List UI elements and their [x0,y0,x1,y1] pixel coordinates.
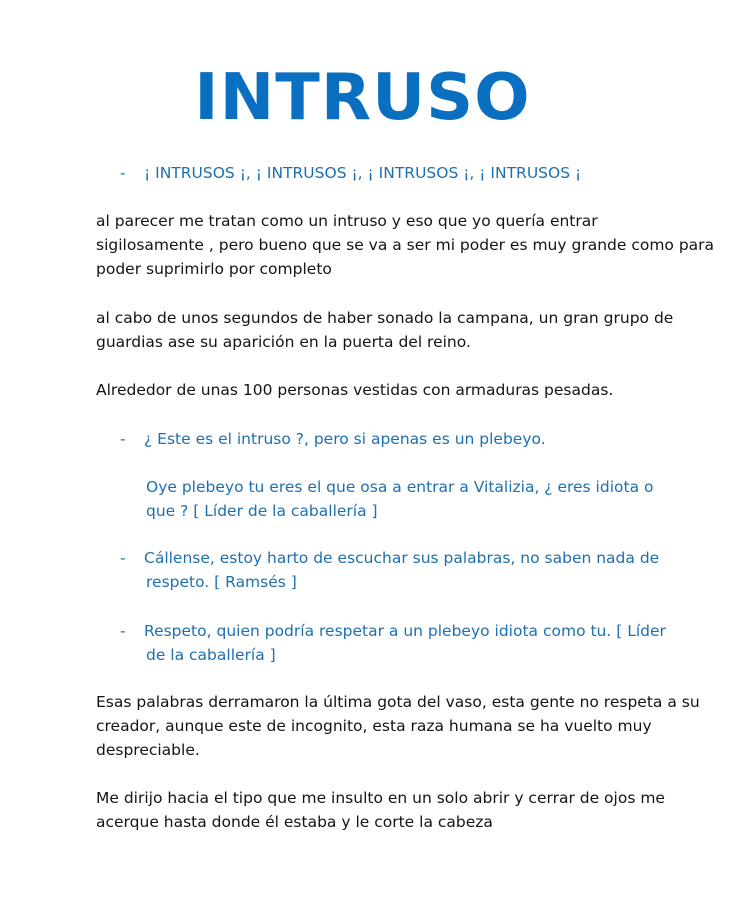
dialogue-1-cont-line-2: que ? [ Líder de la caballería ] [146,502,378,520]
dialogue-2-line-1: Cállense, estoy harto de escuchar sus palabras, no saben nada de [144,549,660,567]
bullet-dash: - [120,430,126,448]
document-title: INTRUSO [194,61,531,135]
dialogue-3-line-1: Respeto, quien podría respetar a un plebeyo idiota como tu. [ Líder [144,622,666,640]
paragraph-1-line-1: al parecer me tratan como un intruso y eso que yo quería entrar [96,212,598,230]
paragraph-1-line-3: poder suprimirlo por completo [96,260,332,278]
bullet-dash: - [120,164,126,182]
paragraph-1-line-2: sigilosamente , pero bueno que se va a ser mi poder es muy grande como para [96,236,715,254]
bullet-dash: - [120,622,126,640]
paragraph-2-line-1: al cabo de unos segundos de haber sonado la campana, un gran grupo de [96,309,674,327]
dialogue-3-line-2: de la caballería ] [146,646,276,664]
paragraph-3-line-1: Alrededor de unas 100 personas vestidas con armaduras pesadas. [96,381,614,399]
paragraph-4-line-1: Esas palabras derramaron la última gota del vaso, esta gente no respeta a su [96,693,700,711]
bullet-dash: - [120,549,126,567]
paragraph-5-line-2: acerque hasta donde él estaba y le corte la cabeza [96,813,493,831]
paragraph-4-line-3: despreciable. [96,741,200,759]
dialogue-1-cont-line-1: Oye plebeyo tu eres el que osa a entrar a Vitalizia, ¿ eres idiota o [146,478,654,496]
intro-shout: ¡ INTRUSOS ¡, ¡ INTRUSOS ¡, ¡ INTRUSOS ¡, ¡ INTRUSOS ¡ [144,164,582,182]
dialogue-1-line-1: ¿ Este es el intruso ?, pero si apenas es un plebeyo. [144,430,546,448]
paragraph-4-line-2: creador, aunque este de incognito, esta raza humana se ha vuelto muy [96,717,652,735]
paragraph-5-line-1: Me dirijo hacia el tipo que me insulto en un solo abrir y cerrar de ojos me [96,789,665,807]
paragraph-2-line-2: guardias ase su aparición en la puerta del reino. [96,333,471,351]
dialogue-2-line-2: respeto. [ Ramsés ] [146,573,297,591]
